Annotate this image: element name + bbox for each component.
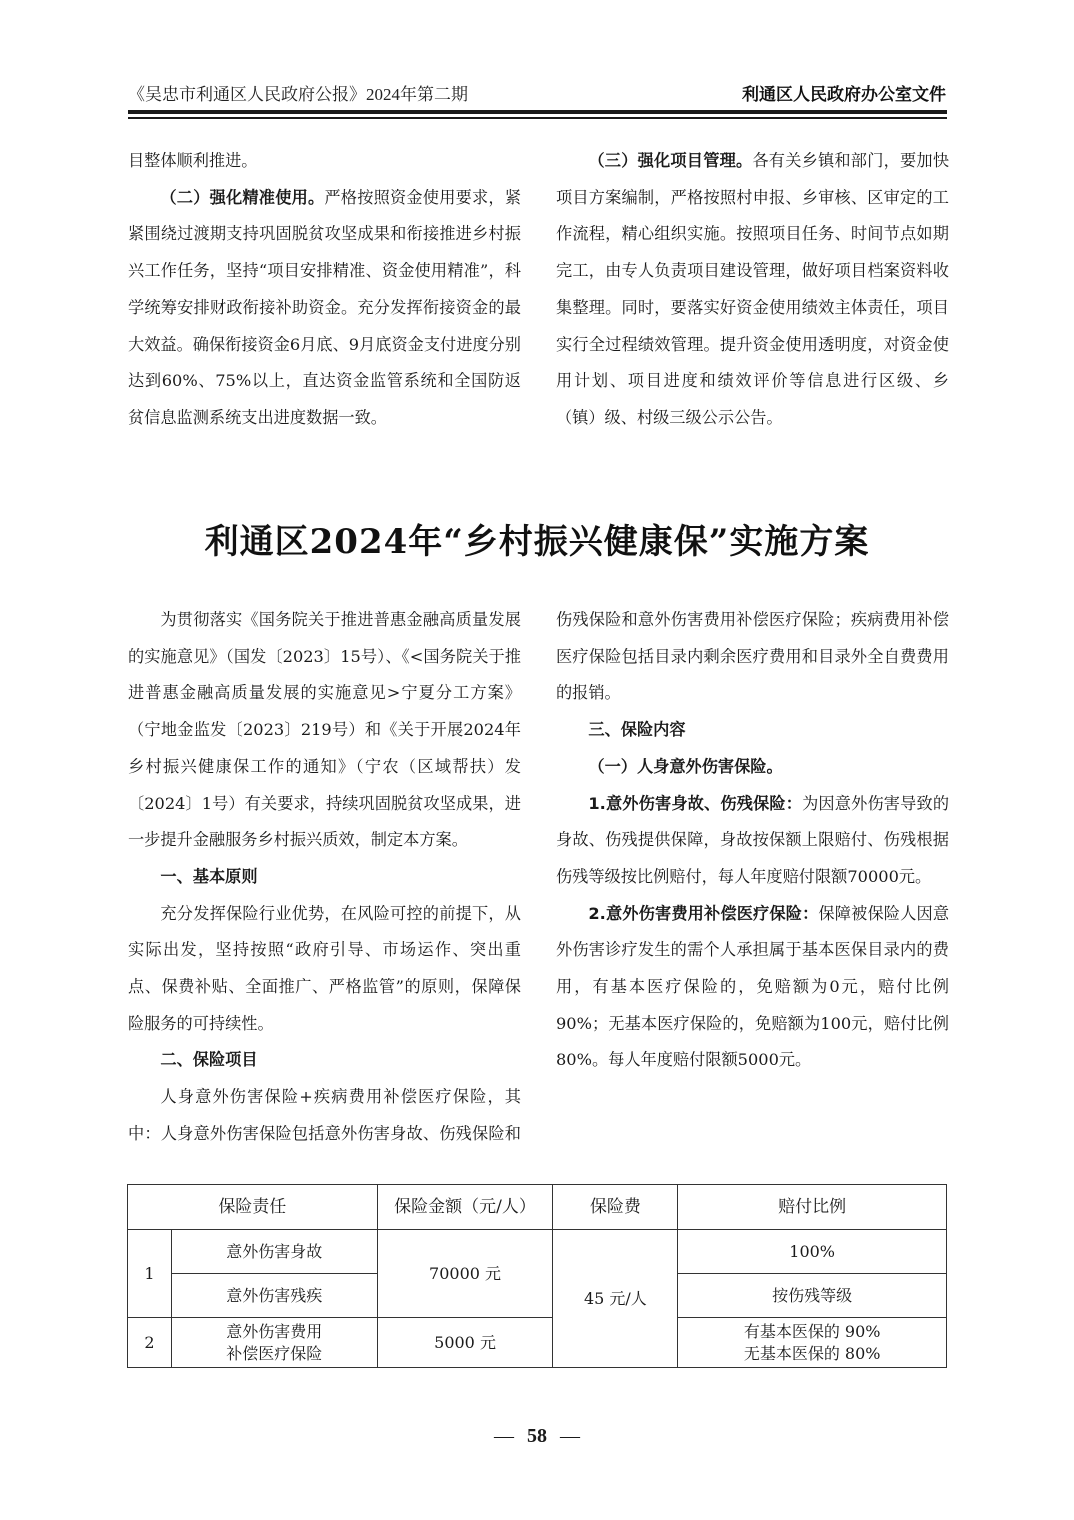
page-number-footer — [0, 1425, 1074, 1448]
dash-right: — — [560, 1425, 580, 1447]
continuation-paragraph: 目整体顺利推进。 — [128, 151, 258, 170]
heading-insurance-items: 二、保险项目 — [160, 1050, 258, 1070]
ratio-cell: 100% — [678, 1230, 947, 1274]
ratio-cell: 按伤残等级 — [678, 1274, 947, 1318]
section-3-paragraph — [556, 143, 949, 437]
ratio-line: 有基本医保的 90% — [743, 1321, 881, 1341]
ratio-line: 无基本医保的 80% — [743, 1343, 881, 1363]
row-number: 2 — [128, 1318, 172, 1368]
office-label: 利通区人民政府办公室文件 — [742, 85, 946, 105]
liability-cell — [171, 1318, 377, 1368]
item-1-text: 为因意外伤害导致的身故、伤残提供保障，身故按保额上限赔付、伤残根据伤残等级按比例赔付，每人年度赔付限额70000元。 — [556, 793, 950, 886]
article-right-column — [556, 602, 949, 1079]
liability-cell: 意外伤害身故 — [171, 1230, 377, 1274]
premium-cell: 45 元/人 — [553, 1230, 678, 1368]
table-header-row — [128, 1185, 947, 1230]
item-1-lead: 1.意外伤害身故、伤残保险： — [588, 793, 803, 813]
amount-cell: 5000 元 — [377, 1318, 553, 1368]
item-2-paragraph — [556, 896, 949, 1080]
header-ratio: 赔付比例 — [678, 1185, 947, 1230]
top-left-column — [128, 143, 521, 437]
heading-basic-principles: 一、基本原则 — [160, 866, 258, 886]
liability-line: 补偿医疗保险 — [226, 1343, 323, 1363]
table-row — [128, 1318, 947, 1368]
liability-cell: 意外伤害残疾 — [171, 1274, 377, 1318]
subheading-accident-insurance: （一）人身意外伤害保险。 — [588, 756, 783, 776]
heading-insurance-content: 三、保险内容 — [588, 720, 686, 740]
amount-cell: 70000 元 — [377, 1230, 553, 1318]
header-rule-thick — [128, 110, 947, 114]
section-2-lead: （二）强化精准使用。 — [160, 187, 325, 207]
insurance-items-continued: 伤残保险和意外伤害费用补偿医疗保险；疾病费用补偿医疗保险包括目录内剩余医疗费用和目录外全自费费用的报销。 — [556, 610, 949, 703]
insurance-items-paragraph: 人身意外伤害保险+疾病费用补偿医疗保险，其中：人身意外伤害保险包括意外伤害身故、伤残保险和 — [128, 1087, 521, 1143]
header-premium: 保险费 — [553, 1185, 678, 1230]
header-rule-thin — [128, 117, 947, 119]
ratio-cell — [678, 1318, 947, 1368]
liability-line: 意外伤害费用 — [226, 1321, 323, 1341]
header-liability: 保险责任 — [128, 1185, 378, 1230]
item-2-lead: 2.意外伤害费用补偿医疗保险： — [588, 903, 819, 923]
section-2-paragraph — [128, 180, 521, 437]
dash-left: — — [494, 1425, 514, 1447]
article-left-column — [128, 602, 521, 1152]
table-row — [128, 1230, 947, 1274]
article-title: 利通区2024年“乡村振兴健康保”实施方案 — [204, 522, 870, 562]
insurance-table — [127, 1184, 947, 1368]
principles-paragraph: 充分发挥保险行业优势，在风险可控的前提下，从实际出发，坚持按照“政府引导、市场运作、突出重点、保费补贴、全面推广、严格监管”的原则，保障保险服务的可持续性。 — [128, 903, 521, 1033]
section-3-lead: （三）强化项目管理。 — [588, 151, 753, 170]
item-2-text: 保障被保险人因意外伤害诊疗发生的需个人承担属于基本医保目录内的费用，有基本医疗保险的，免赔额为0元，赔付比例90%；无基本医疗保险的，免赔额为100元，赔付比例80%。每人年度赔付限额5000元。 — [556, 903, 950, 1070]
publication-title: 《吴忠市利通区人民政府公报》2024年第二期 — [128, 85, 468, 104]
top-right-column — [556, 143, 949, 437]
section-2-text: 严格按照资金使用要求，紧紧围绕过渡期支持巩固脱贫攻坚成果和衔接推进乡村振兴工作任务，坚持“项目安排精准、资金使用精准”，科学统筹安排财政衔接补助资金。充分发挥衔接资金的最大效益。确保衔接资金6月底、9月底资金支付进度分别达到60%、75%以上，直达资金监管系统和全国防返贫信息监测系统支出进度数据一致。 — [128, 187, 522, 427]
row-number: 1 — [128, 1230, 172, 1318]
page-number: 58 — [527, 1425, 547, 1447]
section-3-text: 各有关乡镇和部门，要加快项目方案编制，严格按照村申报、乡审核、区审定的工作流程，精心组织实施。按照项目任务、时间节点如期完工，由专人负责项目建设管理，做好项目档案资料收集整理。同时，要落实好资金使用绩效主体责任，项目实行全过程绩效管理。提升资金使用透明度，对资金使用计划、项目进度和绩效评价等信息进行区级、乡（镇）级、村级三级公示公告。 — [556, 151, 950, 427]
running-header — [128, 76, 946, 110]
intro-paragraph: 为贯彻落实《国务院关于推进普惠金融高质量发展的实施意见》（国发〔2023〕15号）、《<国务院关于推进普惠金融高质量发展的实施意见>宁夏分工方案》（宁地金监发〔2023〕219号）和《关于开展2024年乡村振兴健康保工作的通知》（宁农（区域帮扶）发〔2024〕1号）有关要求，持续巩固脱贫攻坚成果，进一步提升金融服务乡村振兴质效，制定本方案。 — [128, 610, 521, 850]
item-1-paragraph — [556, 786, 949, 896]
header-amount: 保险金额（元/人） — [377, 1185, 553, 1230]
